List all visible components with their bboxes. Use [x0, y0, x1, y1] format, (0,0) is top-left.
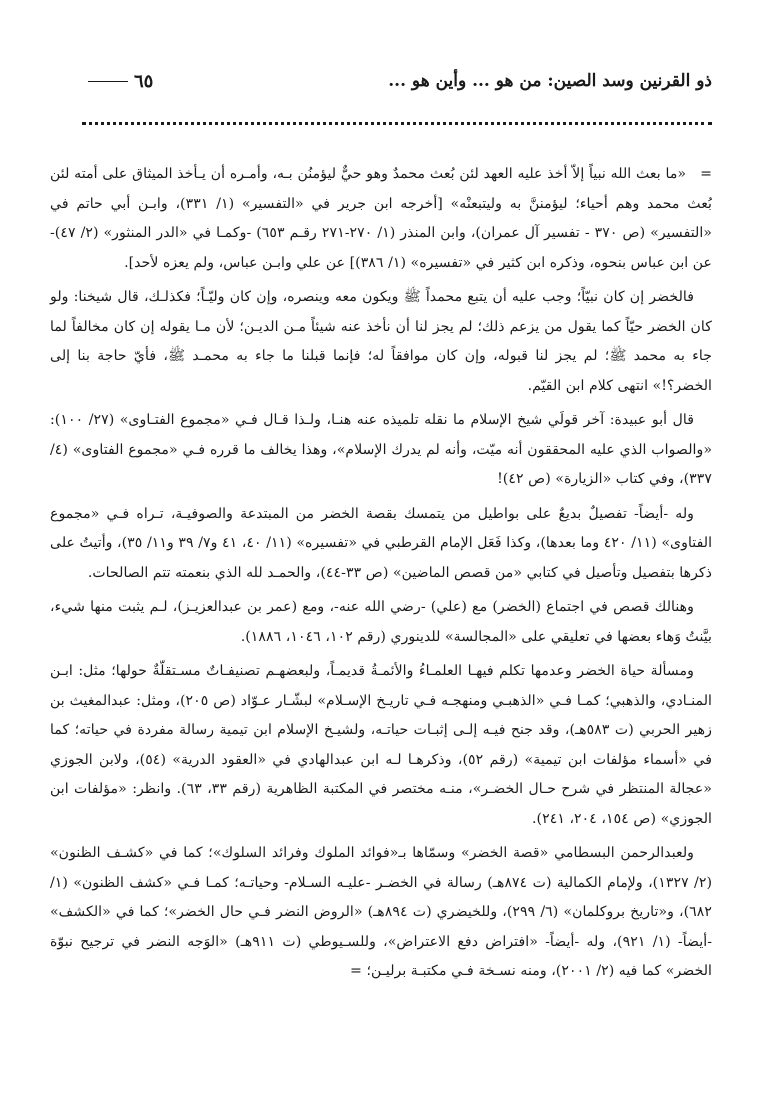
footnote-text: «ما بعث الله نبياً إلاّ أخذ عليه العهد لئن بُعث محمدٌ وهو حيٌّ ليؤمنُن بـه، وأمـره أن يـأخذ الميثاق على أمته لئن بُعث محمد وهم أحياء؛ ليؤمننَّ به وليتبعنْه» [أخرجه ابن جرير في «التفسير» (١/ ٣٣١)، وابـن أبي حاتم في «التفسير» (ص ٣٧٠ - تفسير آل عمران)، وابن المنذر (١/ ٢٧٠-٢٧١ رقـم ٦٥٣) -وكمـا في «الدر المنثور» (٢/ ٤٧)- عن ابن عباس بنحوه، وذكره ابن كثير في «تفسيره» (١/ ٣٨٦)] عن علي وابـن عباس، ولم يعزه لأحد]. [50, 166, 712, 271]
page-number-rule [88, 81, 128, 82]
footnotes-block [50, 160, 712, 992]
footnote-separator [82, 122, 712, 125]
footnote-paragraph: وهنالك قصص في اجتماع (الخضر) مع (علي) -رضي الله عنه-، ومع (عمر بن عبدالعزيـز)، لـم يثبت منها شيء، بيَّنتُ وَهاء بعضها في تعليقي على «المجالسة» للدينوري (رقم ١٠٢، ١٠٤٦، ١٨٨٦). [50, 599, 712, 645]
footnote-paragraph: وله -أيضاً- تفصيلٌ بديعٌ على بواطيل من يتمسك بقصة الخضر من المبتدعة والصوفيـة، تـراه فـي «مجموع الفتاوى» (١١/ ٤٢٠ وما بعدها)، وكذا فَعَل الإمام القرطبي في «تفسيره» (١١/ ٤٠، ٤١ و٧/ ٣٩ و١١/ ٣٥)، وأتيتُ على ذكرها بتفصيل وتأصيل في كتابي «من قصص الماضين» (ص ٣٣-٤٤)، والحمـد لله الذي بنعمته تتم الصالحات. [50, 505, 713, 581]
footnote-paragraph: ولعبدالرحمن البسطامي «قصة الخضر» وسمّاها بـ«فوائد الملوك وفرائد السلوك»؛ كما في «كشـف الظنون» (٢/ ١٣٢٧)، ولإمام الكمالية (ت ٨٧٤هـ) رسالة في الخضـر -عليـه السـلام- وحياتـه؛ كمـا فـي «كشف الظنون» (١/ ٦٨٢)، و«تاريخ بروكلمان» (٦/ ٢٩٩)، وللخيضري (ت ٨٩٤هـ) «الروض النضر فـي حال الخضر»؛ كما في «الكشف» -أيضاً- (١/ ٩٢١)، وله -أيضاً- «افتراض دفع الاعتراض»، وللسـيوطي (ت ٩١١هـ) «الوَجه النضر في ترجيح نبوّة الخضر» كما فيه (٢/ ٢٠٠١)، ومنه نسـخة فـي مكتبـة برليـن؛ = [50, 845, 713, 979]
page-header [82, 66, 712, 96]
running-title: ذو القرنين وسد الصين: من هو ... وأين هو ... [388, 71, 712, 91]
footnote-paragraph: فالخضر إن كان نبيّاً؛ وجب عليه أن يتبع محمداً ﷺ ويكون معه وينصره، وإن كان وليّـاً؛ فكذلـك، قال شيخنا: ولو كان الخضر حيّاً كما يقول من يزعم ذلك؛ لم يجز لنا أن نأخذ عنه شيئاً مـن الديـن؛ لأن مـا يقوله إن كان مخالفاً لما جاء به محمد ﷺ؛ لم يجز لنا قبوله، وإن كان موافقاً له؛ فإنما قبلنا ما جاء به محمـد ﷺ، فأيّ حاجة بنا إلى الخضر؟!» انتهى كلام ابن القيّم. [50, 289, 712, 394]
footnote-paragraph: ومسألة حياة الخضر وعدمها تكلم فيهـا العلمـاءُ والأئمـةُ قديمـاً، ولبعضهـم تصنيفـاتٌ مسـتقلّةٌ حولها؛ مثل: ابـن المنـادي، والذهبي؛ كمـا فـي «الذهبـي ومنهجـه فـي تاريـخ الإسـلام» لبشّـار عـوّاد (ص ٢٠٥)، ومثل: عبدالمغيث بن زهير الحربي (ت ٥٨٣هـ)، وقد جنح فيـه إلـى إثبـات حياتـه، ولشيـخ الإسلام ابن تيمية رسالة مفردة في حياته؛ كما في «أسماء مؤلفات ابن تيمية» (رقم ٥٢)، وذكرهـا لـه ابن عبدالهادي في «العقود الدرية» (٥٤)، ولابن الجوزي «عجالة المنتظر في شرح حـال الخضـر»، منـه مختصر في المكتبة الظاهرية (رقم ٣٣، ٦٣). وانظر: «مؤلفات ابن الجوزي» (ص ١٥٤، ٢٠٤، ٢٤١). [50, 663, 713, 827]
page-number-block [82, 71, 153, 92]
continuation-mark: = [700, 166, 712, 182]
footnote-paragraph [50, 160, 712, 278]
page-number: ٦٥ [134, 70, 154, 92]
footnote-paragraph: قال أبو عبيدة: آخر قولَي شيخ الإسلام ما نقله تلميذه عنه هنـا، ولـذا قـال فـي «مجموع الفتـاوى» (٢٧/ ١٠٠): «والصواب الذي عليه المحققون أنه ميّت، وأنه لم يدرك الإسلام»، وهذا يخالف ما قرره فـي «مجموع الفتاوى» (٤/ ٣٣٧)، وفي كتاب «الزيارة» (ص ٤٢)! [50, 412, 712, 487]
